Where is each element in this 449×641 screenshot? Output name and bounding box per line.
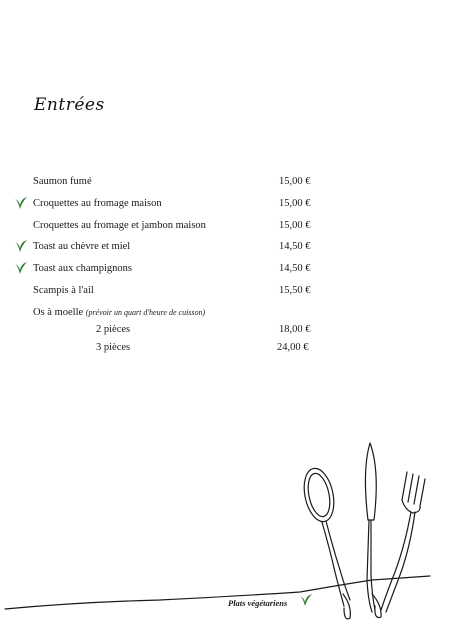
menu-item: Croquettes au fromage et jambon maison (33, 220, 206, 231)
menu-option-price: 18,00 € (279, 324, 311, 335)
menu-item-name: Os à moelle (33, 307, 84, 318)
menu-item-note: (prévoir un quart d'heure de cuisson) (85, 308, 206, 317)
menu-item-price: 15,50 € (279, 285, 311, 296)
menu-option-label: 3 pièces (96, 342, 131, 353)
menu-item: Toast aux champignons (33, 263, 132, 274)
section-title: Entrées (34, 95, 105, 115)
menu-item: Croquettes au fromage maison (33, 198, 162, 209)
menu-option-price: 24,00 € (277, 342, 309, 353)
menu-item-price: 15,00 € (279, 198, 311, 209)
menu-item-price: 15,00 € (279, 176, 311, 187)
menu-item: Scampis à l'ail (33, 285, 94, 296)
menu-item-price: 15,00 € (279, 220, 311, 231)
vegetarian-legend: Plats végétariens (228, 598, 288, 608)
menu-option-label: 2 pièces (96, 324, 131, 335)
menu-item: Saumon fumé (33, 176, 92, 187)
menu-item-price: 14,50 € (279, 263, 311, 274)
vegetarian-leaf-icon (299, 593, 313, 607)
menu-item: Toast au chèvre et miel (33, 241, 131, 252)
menu-item-price: 14,50 € (279, 241, 311, 252)
